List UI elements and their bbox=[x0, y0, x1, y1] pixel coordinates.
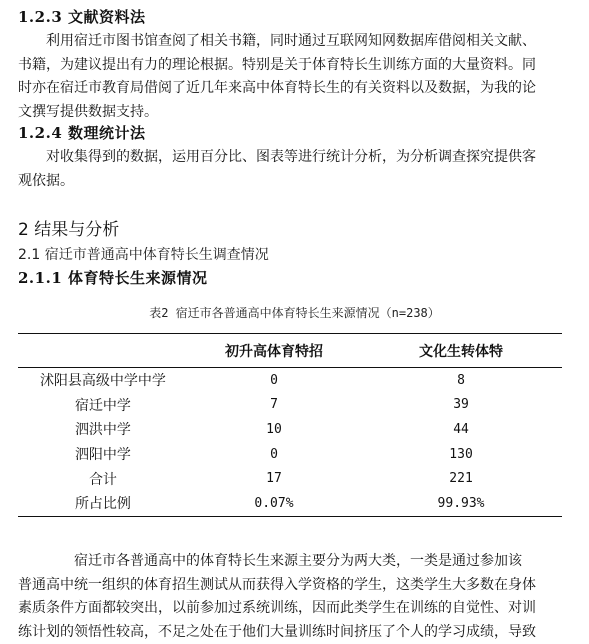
paragraph-statistics-method bbox=[18, 146, 574, 193]
paragraph-line: 文撰写提供数据支持。 bbox=[18, 103, 158, 120]
section-heading-2-1: 2.1 宿迁市普通高中体育特长生调查情况 bbox=[18, 247, 269, 263]
count-cell: 8 bbox=[457, 372, 465, 388]
count-cell: 44 bbox=[453, 421, 469, 437]
count-cell: 0 bbox=[270, 372, 278, 388]
table-row bbox=[18, 393, 562, 418]
count-cell: 17 bbox=[266, 471, 282, 487]
section-heading-2: 2 结果与分析 bbox=[18, 220, 120, 240]
table-header-cell: 文化生转体特 bbox=[419, 343, 504, 360]
count-cell: 10 bbox=[266, 421, 282, 437]
paragraph-line: 书籍，为建议提出有力的理论根据。特别是关于体育特长生训练方面的大量资料。同 bbox=[18, 56, 536, 73]
section-heading-1-2-3: 1.2.3 文献资料法 bbox=[18, 8, 146, 26]
section-heading-2-1-1: 2.1.1 体育特长生来源情况 bbox=[18, 269, 208, 287]
count-cell: 39 bbox=[453, 397, 469, 413]
paragraph-line: 利用宿迁市图书馆查阅了相关书籍，同时通过互联网知网数据库借阅相关文献、 bbox=[46, 33, 536, 49]
school-name-cell: 宿迁中学 bbox=[74, 397, 131, 414]
source-table bbox=[18, 333, 562, 517]
table-header-cell: 初升高体育特招 bbox=[224, 343, 323, 360]
section-heading-1-2-4: 1.2.4 数理统计法 bbox=[18, 124, 146, 142]
table-row bbox=[18, 417, 562, 442]
school-name-cell: 沭阳县高级中学中学 bbox=[39, 373, 166, 390]
paragraph-line: 练计划的领悟性较高，不足之处在于他们大量训练时间挤压了个人的学习成绩，导致 bbox=[18, 623, 536, 640]
table-row-percentage bbox=[18, 491, 562, 516]
count-cell: 0 bbox=[270, 446, 278, 462]
table-caption: 表2 宿迁市各普通高中体育特长生来源情况（n=238） bbox=[149, 306, 440, 320]
total-label-cell: 合计 bbox=[88, 471, 117, 488]
table-row-total bbox=[18, 466, 562, 491]
paragraph-line: 对收集得到的数据，运用百分比、图表等进行统计分析，为分析调查探究提供客 bbox=[46, 149, 536, 165]
paragraph-line: 观依据。 bbox=[18, 172, 74, 189]
count-cell: 221 bbox=[449, 471, 473, 487]
school-name-cell: 泗阳中学 bbox=[74, 447, 131, 464]
paragraph-line: 时亦在宿迁市教育局借阅了近几年来高中体育特长生的有关资料以及数据，为我的论 bbox=[18, 80, 536, 96]
paragraph-line: 普通高中统一组织的体育招生测试从而获得入学资格的学生，这类学生大多数在身体 bbox=[18, 576, 536, 593]
paragraph-source-analysis bbox=[18, 550, 574, 644]
percentage-label-cell: 所占比例 bbox=[74, 496, 131, 513]
table-header-cell bbox=[18, 334, 188, 368]
percentage-cell: 99.93% bbox=[437, 495, 485, 511]
count-cell: 7 bbox=[270, 397, 278, 413]
school-name-cell: 泗洪中学 bbox=[74, 422, 131, 439]
paragraph-line: 素质条件方面都较突出，以前参加过系统训练，因而此类学生在训练的自觉性、对训 bbox=[18, 600, 536, 616]
table-row bbox=[18, 368, 562, 393]
count-cell: 130 bbox=[449, 446, 473, 462]
percentage-cell: 0.07% bbox=[254, 495, 294, 511]
paragraph-line: 宿迁市各普通高中的体育特长生来源主要分为两大类，一类是通过参加该 bbox=[74, 553, 522, 569]
paragraph-literature-method bbox=[18, 30, 574, 124]
table-row bbox=[18, 442, 562, 467]
table-header-row bbox=[18, 334, 562, 368]
